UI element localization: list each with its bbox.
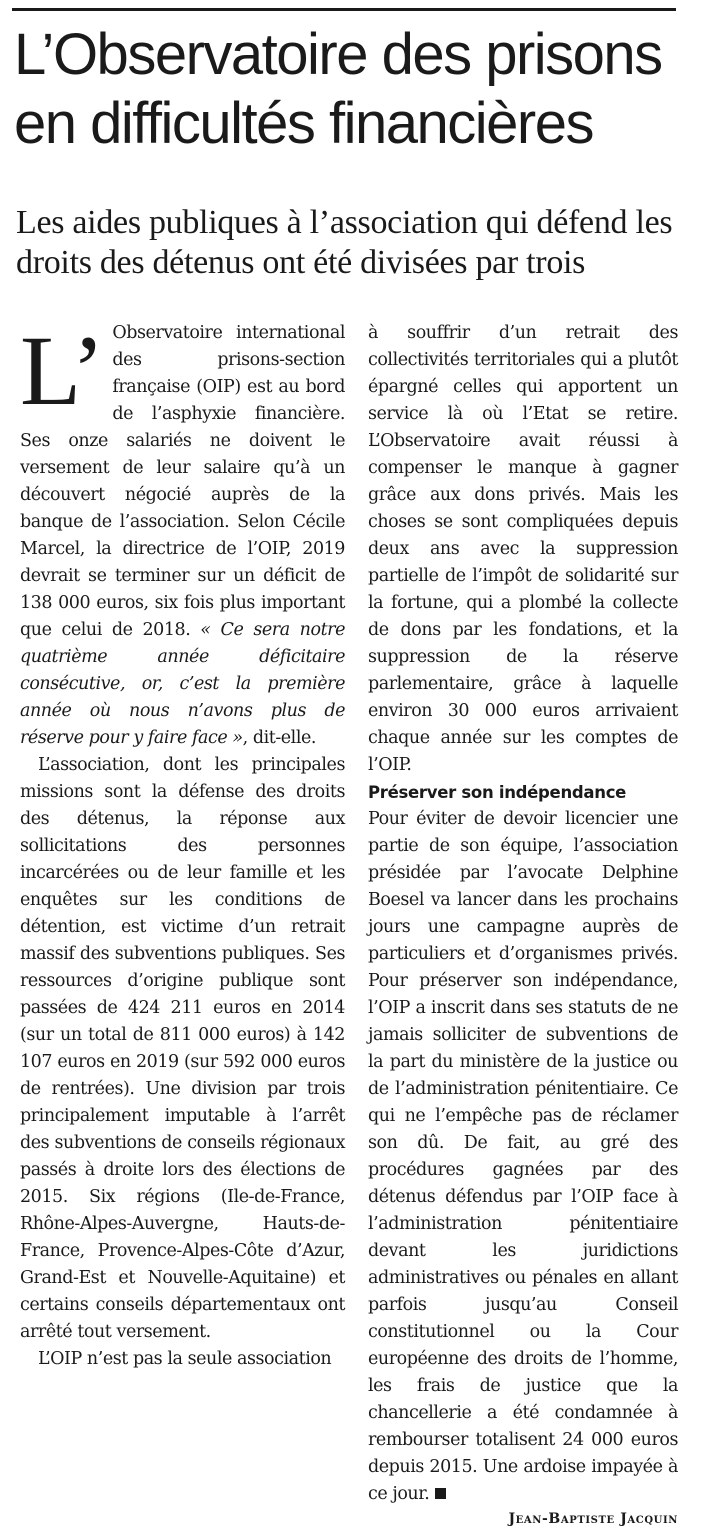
article-column-left <box>20 315 345 1373</box>
paragraph-1-tail: , dit-elle. <box>242 728 316 748</box>
drop-cap: L’ <box>20 315 105 426</box>
paragraph-3-continued: à souffrir d’un retrait des collectivités territoriales qui a plutôt épargné celles qui apportent un service là où l’Etat se retire. L’Observatoire avait réussi à compenser le manque à gagner grâce aux dons privés. Mais les choses se sont compliquées depuis deux ans avec la suppression partielle de l’impôt de solidarité sur la fortune, qui a plombé la collecte de dons par les fondations, et la suppression de la réserve parlementaire, grâce à laquelle environ 30 000 euros arrivaient chaque année sur les comptes de l’OIP. <box>368 323 678 775</box>
top-rule <box>12 8 676 11</box>
quote: « Ce sera notre quatrième année déficitaire consécutive, or, c’est la première année où nous n’avons plus de réserve pour y faire face » <box>20 620 345 748</box>
paragraph-2: L’association, dont les principales missions sont la défense des droits des détenus, la réponse aux sollicitations des personnes incarcérées ou de leur famille et les enquêtes sur les conditions de détention, est victime d’un retrait massif des subventions publiques. Ses ressources d’origine publique sont passées de 424 211 euros en 2014 (sur un total de 811 000 euros) à 142 107 euros en 2019 (sur 592 000 euros de rentrées). Une division par trois principalement imputable à l’arrêt des subventions de conseils régionaux passés à droite lors des élections de 2015. Six régions (Ile-de-France, Rhône-Alpes-Auvergne, Hauts-de-France, Provence-Alpes-Côte d’Azur, Grand-Est et Nouvelle-Aquitaine) et certains conseils départementaux ont arrêté tout versement. <box>20 755 345 1342</box>
paragraph-4 <box>368 806 678 1508</box>
end-mark-icon <box>435 1488 446 1499</box>
paragraph-1 <box>20 315 345 752</box>
paragraph-3 <box>20 1346 345 1373</box>
section-title: Préserver son indépendance <box>368 783 627 802</box>
paragraph-4-text: Pour éviter de devoir licencier une partie de son équipe, l’association présidée par l’avocate Delphine Boesel va lancer dans les prochains jours une campagne auprès de particuliers et d’organismes privés. Pour préserver son indépendance, l’OIP a inscrit dans ses statuts de ne jamais solliciter de subventions de la part du ministère de la justice ou de l’administration pénitentiaire. Ce qui ne l’empêche pas de réclamer son dû. De fait, au gré des procédures gagnées par des détenus défendus par l’OIP face à l’administration pénitentiaire devant les juridictions administratives ou pénales en allant parfois jusqu’au Conseil constitutionnel ou la Cour européenne des droits de l’homme, les frais de justice que la chancellerie a été condamnée à rembourser totalisent 24 000 euros depuis 2015. Une ardoise impayée à ce jour. <box>368 809 678 1504</box>
paragraph-1-intro: Observatoire international des prisons-section française (OIP) est au bord de l’asphyxie financière. Ses onze salariés ne doivent le versement de leur salaire qu’à un découvert négocié auprès de la banque de l’association. Selon Cécile Marcel, la directrice de l’OIP, 2019 devrait se terminer sur un déficit de 138 000 euros, six fois plus important que celui de 2018. <box>20 323 345 640</box>
byline: Jean-Baptiste Jacquin <box>508 1511 678 1527</box>
subhead: Les aides publiques à l’association qui défend les droits des détenus ont été divisées par trois <box>16 204 673 281</box>
article-column-right <box>368 320 678 1530</box>
headline: L’Observatoire des prisons en difficultés financières <box>14 22 662 156</box>
paragraph-3-text: L’OIP n’est pas la seule association <box>38 1349 332 1369</box>
